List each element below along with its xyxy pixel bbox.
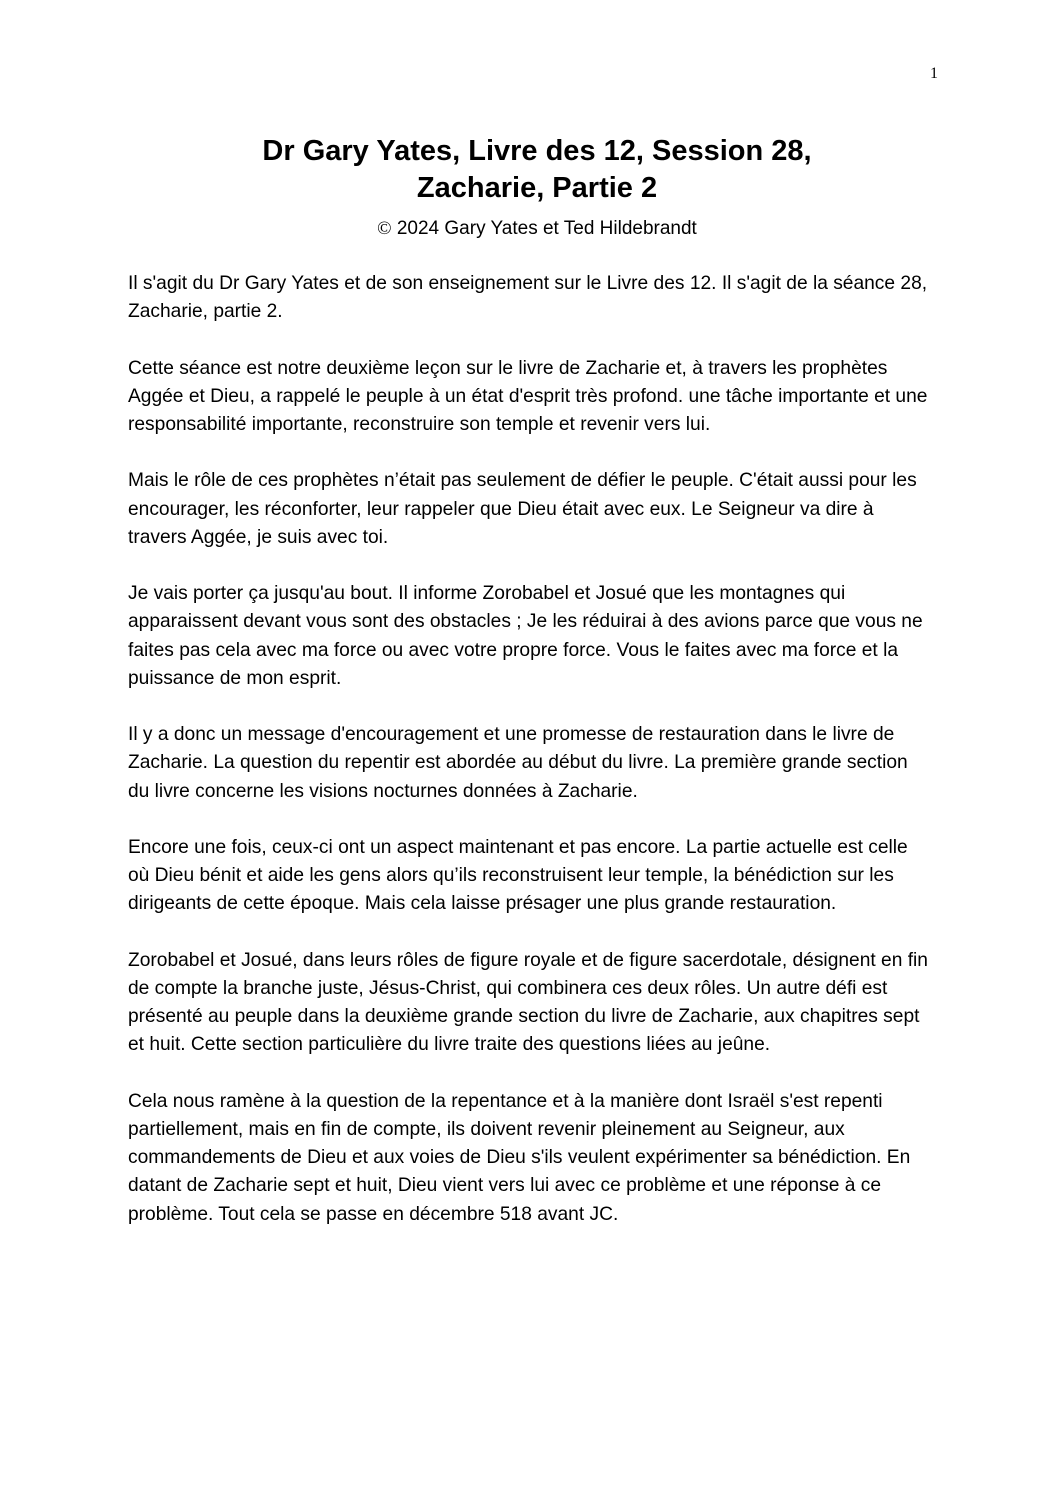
document-title: [100, 133, 974, 207]
paragraph-5: Il y a donc un message d'encouragement et une promesse de restauration dans le livre de Zacharie. La question du repentir est abordée au début du livre. La première grande section du livre concerne les visions nocturnes données à Zacharie.: [128, 724, 908, 802]
paragraph-3: Mais le rôle de ces prophètes n’était pas seulement de défier le peuple. C'était aussi pour les encourager, les réconforter, leur rappeler que Dieu était avec eux. Le Seigneur va dire à travers Aggée, je suis avec toi.: [128, 470, 917, 548]
paragraph-4: Je vais porter ça jusqu'au bout. Il informe Zorobabel et Josué que les montagnes qui apparaissent devant vous sont des obstacles ; Je les réduirai à des avions parce que vous ne faites pas cela avec ma force ou avec votre propre force. Vous le faites avec ma force et la puissance de mon esprit.: [128, 583, 923, 689]
page-number: 1: [930, 65, 938, 82]
copyright-symbol: ©: [377, 218, 392, 239]
paragraph-8: Cela nous ramène à la question de la repentance et à la manière dont Israël s'est repenti partiellement, mais en fin de compte, ils doivent revenir pleinement au Seigneur, aux commandements de Dieu et aux voies de Dieu s'ils veulent expérimenter sa bénédiction. En datant de Zacharie sept et huit, Dieu vient vers lui avec ce problème et une réponse à ce problème. Tout cela se passe en décembre 518 avant JC.: [128, 1090, 911, 1225]
paragraph-1: Il s'agit du Dr Gary Yates et de son enseignement sur le Livre des 12. Il s'agit de la séance 28, Zacharie, partie 2.: [128, 273, 928, 323]
paragraph-6: Encore une fois, ceux-ci ont un aspect maintenant et pas encore. La partie actuelle est celle où Dieu bénit et aide les gens alors qu’ils reconstruisent leur temple, la bénédiction sur les dirigeants de cette époque. Mais cela laisse présager une plus grande restauration.: [128, 836, 908, 915]
document-body: [128, 270, 928, 1257]
paragraph-7: Zorobabel et Josué, dans leurs rôles de figure royale et de figure sacerdotale, désignent en fin de compte la branche juste, Jésus-Christ, qui combinera ces deux rôles. Un autre défi est présenté au peuple dans la deuxième grande section du livre de Zacharie, aux chapitres sept et huit. Cette section particulière du livre traite des questions liées au jeûne.: [128, 949, 928, 1056]
copyright-line: [100, 216, 974, 242]
title-line-2: Zacharie, Partie 2: [416, 172, 658, 204]
paragraph-2: Cette séance est notre deuxième leçon sur le livre de Zacharie et, à travers les prophètes Aggée et Dieu, a rappelé le peuple à un état d'esprit très profond. une tâche importante et une responsabilité importante, reconstruire son temple et revenir vers lui.: [128, 357, 928, 435]
title-line-1: Dr Gary Yates, Livre des 12, Session 28,: [262, 135, 812, 167]
copyright-text: 2024 Gary Yates et Ted Hildebrandt: [396, 218, 697, 239]
